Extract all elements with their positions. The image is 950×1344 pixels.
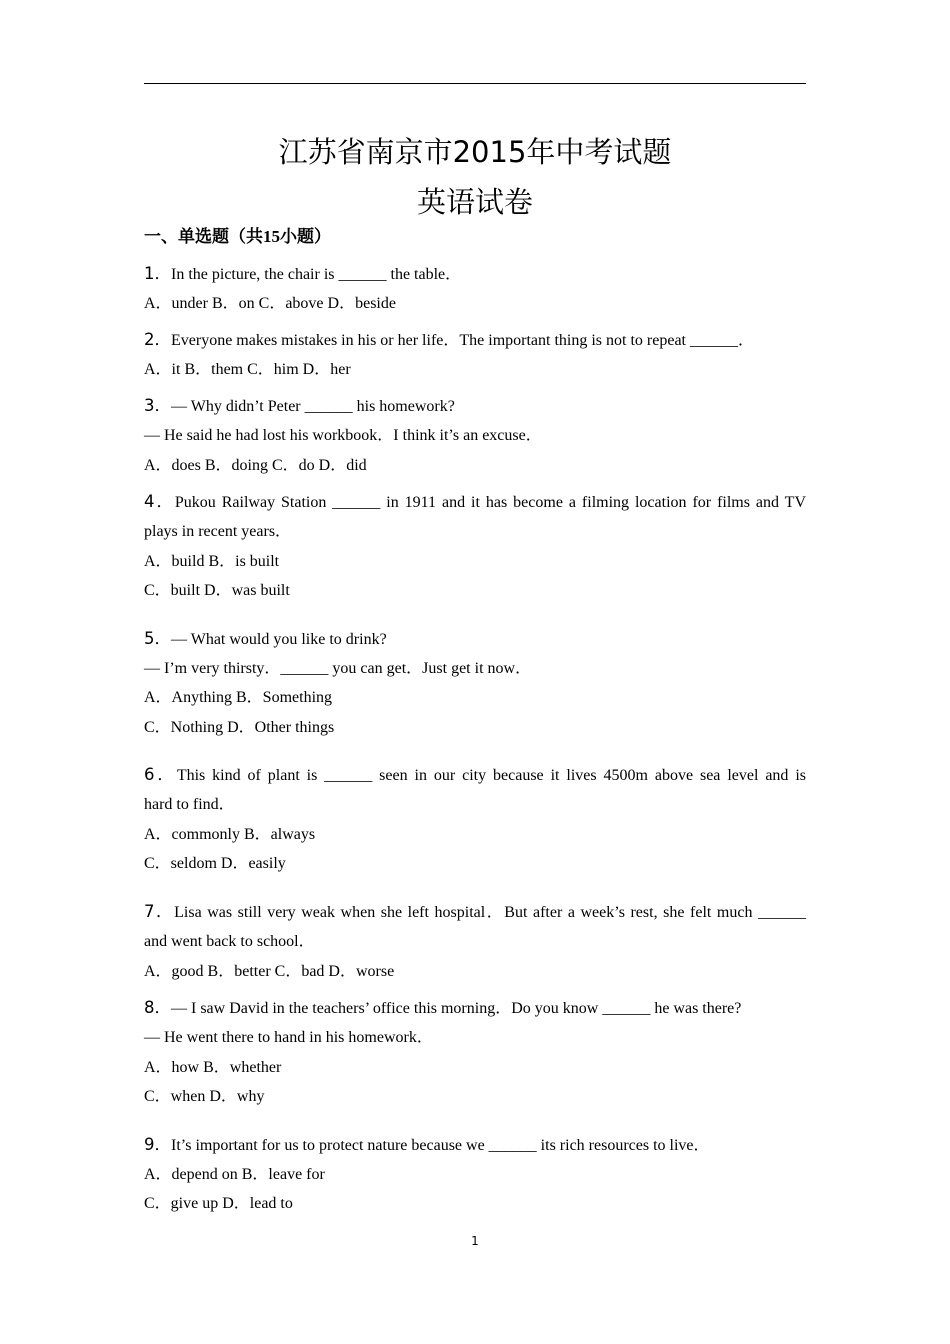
question-9-options-cd: C．give up D．lead to — [144, 1195, 293, 1212]
question-7-options: A．good B．better C．bad D．worse — [144, 963, 395, 980]
question-8 — [144, 996, 741, 1021]
question-text: — What would you like to drink? — [171, 631, 387, 648]
question-5 — [144, 627, 387, 652]
question-text: This kind of plant is ______ seen in our city because it lives 4500m above sea level and is — [176, 767, 807, 784]
exam-subtitle: 英语试卷 — [416, 185, 533, 219]
question-7-continued: and went back to school． — [144, 933, 315, 950]
question-number: 9． — [144, 1135, 171, 1154]
question-4 — [144, 490, 806, 515]
question-number: 1． — [144, 264, 171, 283]
question-text: Lisa was still very weak when she left hospital．But after a week’s rest, she felt much ______ — [174, 904, 807, 921]
question-number: 4． — [144, 492, 175, 511]
page-number: 1 — [471, 1234, 479, 1248]
question-5-options-ab: A．Anything B．Something — [144, 689, 333, 706]
question-number: 8． — [144, 998, 171, 1017]
question-2 — [144, 328, 754, 353]
question-6 — [144, 763, 806, 788]
question-number: 3． — [144, 396, 171, 415]
question-5-reply: — I’m very thirsty．______ you can get．Just get it now． — [144, 660, 532, 677]
question-number: 6． — [144, 765, 177, 784]
question-6-continued: hard to find． — [144, 796, 235, 813]
question-4-continued: plays in recent years． — [144, 523, 292, 540]
question-3 — [144, 394, 455, 419]
question-8-reply: — He went there to hand in his homework． — [144, 1029, 433, 1046]
question-6-options-ab: A．commonly B．always — [144, 826, 316, 843]
question-3-reply: — He said he had lost his workbook．I think it’s an excuse． — [144, 427, 542, 444]
question-8-options-ab: A．how B．whether — [144, 1059, 282, 1076]
header-rule — [144, 83, 806, 84]
section-heading: 一、单选题（共15小题） — [144, 227, 331, 246]
question-text: — Why didn’t Peter ______ his homework? — [171, 398, 455, 415]
question-4-options-cd: C．built D．was built — [144, 582, 290, 599]
question-3-options: A．does B．doing C．do D．did — [144, 457, 367, 474]
question-text: In the picture, the chair is ______ the table． — [171, 266, 462, 283]
question-number: 2． — [144, 330, 171, 349]
exam-title: 江苏省南京市2015年中考试题 — [278, 135, 672, 169]
question-text: Everyone makes mistakes in his or her life．The important thing is not to repeat ______． — [171, 332, 754, 349]
question-8-options-cd: C．when D．why — [144, 1088, 265, 1105]
question-number: 5． — [144, 629, 171, 648]
question-text: Pukou Railway Station ______ in 1911 and it has become a filming location for films and TV — [174, 494, 807, 511]
question-2-options: A．it B．them C．him D．her — [144, 361, 351, 378]
question-5-options-cd: C．Nothing D．Other things — [144, 719, 335, 736]
question-text: — I saw David in the teachers’ office this morning．Do you know ______ he was there? — [171, 1000, 742, 1017]
question-9-options-ab: A．depend on B．leave for — [144, 1166, 325, 1183]
question-7 — [144, 900, 806, 925]
question-1-options: A．under B．on C．above D．beside — [144, 295, 396, 312]
question-4-options-ab: A．build B．is built — [144, 553, 280, 570]
question-9 — [144, 1133, 710, 1158]
question-1 — [144, 262, 461, 287]
question-number: 7． — [144, 902, 175, 921]
question-text: It’s important for us to protect nature because we ______ its rich resources to live． — [171, 1137, 710, 1154]
question-6-options-cd: C．seldom D．easily — [144, 855, 286, 872]
